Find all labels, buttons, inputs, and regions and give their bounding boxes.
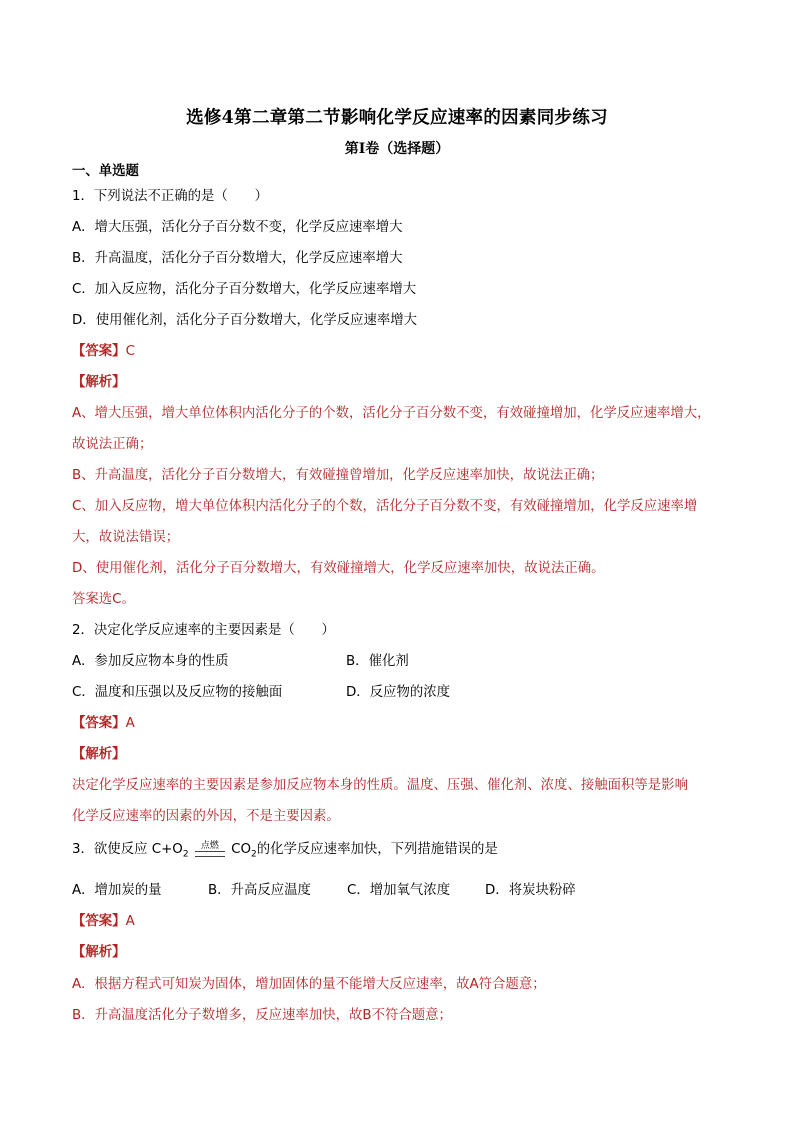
- q1-option-d: D．使用催化剂，活化分子百分数增大，化学反应速率增大: [72, 313, 418, 328]
- q3-analysis-line: A．根据方程式可知炭为固体，增加固体的量不能增大反应速率，故A符合题意；: [72, 977, 546, 992]
- q3-stem-suffix: 的化学反应速率加快，下列措施错误的是: [256, 842, 498, 857]
- q2-analysis-label: 【解析】: [72, 747, 126, 762]
- page-subtitle: 第I卷（选择题）: [344, 141, 450, 157]
- q3-option-d: D．将炭块粉碎: [485, 883, 576, 898]
- q3-analysis-line: B．升高温度活化分子数增多，反应速率加快，故B不符合题意；: [72, 1008, 452, 1023]
- reaction-arrow: [195, 842, 225, 857]
- q3-answer: [72, 912, 135, 932]
- equals-bars: [195, 851, 225, 857]
- q2-option-b: B．催化剂: [346, 654, 409, 669]
- reaction-condition: 点燃: [200, 840, 219, 851]
- q1-analysis-line: 大，故说法错误；: [72, 530, 180, 545]
- q2-analysis-line: 决定化学反应速率的主要因素是参加反应物本身的性质。温度、压强、催化剂、浓度、接触面积等是影响: [72, 778, 688, 793]
- answer-value: C: [125, 344, 135, 359]
- q1-option-b: B．升高温度，活化分子百分数增大，化学反应速率增大: [72, 251, 403, 266]
- q1-analysis-line: B、升高温度，活化分子百分数增大，有效碰撞曾增加，化学反应速率加快，故说法正确；: [72, 468, 604, 483]
- q2-option-d: D．反应物的浓度: [346, 685, 451, 700]
- q1-analysis-label: 【解析】: [72, 375, 126, 390]
- q1-answer: [72, 342, 135, 362]
- q1-option-c: C．加入反应物，活化分子百分数增大，化学反应速率增大: [72, 282, 417, 297]
- q3-option-c: C．增加氧气浓度: [347, 883, 451, 898]
- q3-stem-prefix: 3．欲使反应 C+O: [72, 842, 183, 857]
- q1-stem: 1．下列说法不正确的是（ ）: [72, 189, 268, 204]
- q1-analysis-line: 故说法正确；: [72, 437, 153, 452]
- q1-conclusion: 答案选C。: [72, 592, 135, 607]
- q2-option-c: C．温度和压强以及反应物的接触面: [72, 685, 283, 700]
- q2-answer: [72, 714, 135, 734]
- answer-value: A: [125, 716, 135, 731]
- subscript: 2: [251, 849, 257, 860]
- subscript: 2: [182, 849, 189, 860]
- section-heading: 一、单选题: [72, 164, 139, 179]
- page-title: 选修4第二章第二节影响化学反应速率的因素同步练习: [186, 108, 608, 128]
- q3-product: CO: [231, 842, 251, 857]
- q3-option-a: A．增加炭的量: [72, 883, 162, 898]
- q1-option-a: A．增大压强，活化分子百分数不变，化学反应速率增大: [72, 220, 403, 235]
- q1-analysis-line: C、加入反应物，增大单位体积内活化分子的个数，活化分子百分数不变，有效碰撞增加，化学反应速率增: [72, 499, 698, 514]
- q3-option-b: B．升高反应温度: [208, 883, 311, 898]
- answer-label: 【答案】: [72, 344, 126, 359]
- q2-analysis-line: 化学反应速率的因素的外因，不是主要因素。: [72, 809, 340, 824]
- q1-analysis-line: D、使用催化剂，活化分子百分数增大，有效碰撞增大，化学反应速率加快，故说法正确。: [72, 561, 605, 576]
- q3-analysis-label: 【解析】: [72, 945, 126, 960]
- answer-label: 【答案】: [72, 914, 126, 929]
- q3-stem: [72, 840, 498, 865]
- answer-value: A: [125, 914, 135, 929]
- q2-option-a: A．参加反应物本身的性质: [72, 654, 229, 669]
- answer-label: 【答案】: [72, 716, 126, 731]
- q2-stem: 2．决定化学反应速率的主要因素是（ ）: [72, 623, 335, 638]
- q1-analysis-line: A、增大压强，增大单位体积内活化分子的个数，活化分子百分数不变，有效碰撞增加，化学反应速率增大，: [72, 406, 711, 421]
